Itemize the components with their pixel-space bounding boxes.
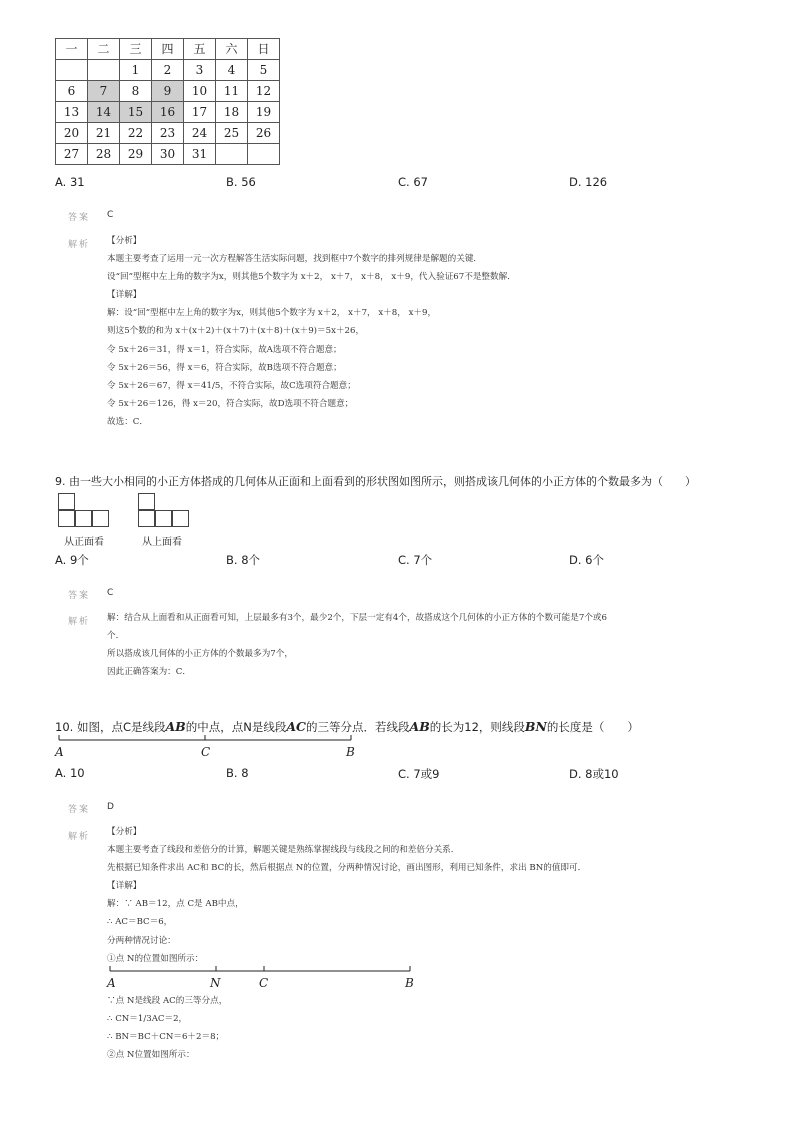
solution-line: 个． xyxy=(107,631,125,642)
q10-option-d[interactable]: D. 8或10 xyxy=(569,767,619,781)
q8-option-d[interactable]: D. 126 xyxy=(569,175,608,189)
solution-line: 解：设“回”型框中左上角的数字为x，则其他5个数字为 x＋2， x＋7， x＋8， x＋9， xyxy=(107,308,437,319)
point-b-label: B xyxy=(405,976,414,990)
cube-square xyxy=(138,493,155,510)
solution-line: 分两种情况讨论： xyxy=(107,935,176,946)
calendar-cell: 8 xyxy=(120,81,152,102)
solution-line: ∵点 N是线段 AC的三等分点， xyxy=(107,996,228,1006)
q8-solution xyxy=(107,232,516,431)
calendar-cell xyxy=(248,144,280,165)
q10-answer: D xyxy=(107,802,114,812)
calendar-cell: 26 xyxy=(248,123,280,144)
calendar-cell: 23 xyxy=(152,123,184,144)
calendar-cell xyxy=(56,60,88,81)
q10-option-c[interactable]: C. 7或9 xyxy=(398,767,440,781)
solution-line: 令 5x＋26＝31，得 x＝1，符合实际，故A选项不符合题意； xyxy=(107,344,342,355)
q10-solution-tag: 解析 xyxy=(68,832,91,842)
q9-question: 9. 由一些大小相同的小正方体搭成的几何体从正面和上面看到的形状图如图所示，则搭成该几何体的小正方体的个数最多为（ ） xyxy=(55,475,696,488)
q9-option-a[interactable]: A. 9个 xyxy=(55,553,89,567)
q8-answer: C xyxy=(107,210,114,220)
point-a-label: A xyxy=(55,745,64,759)
q10-answer-tag: 答案 xyxy=(68,805,91,815)
solution-line: 令 5x＋26＝56，得 x＝6，符合实际，故B选项不符合题意； xyxy=(107,362,342,373)
solution-line: 本题主要考查了运用一元一次方程解答生活实际问题，找到框中7个数字的排列规律是解题的关键． xyxy=(107,254,483,265)
q9-solution xyxy=(107,609,607,681)
q8-answer-tag: 答案 xyxy=(68,213,91,223)
calendar-cell: 24 xyxy=(184,123,216,144)
calendar-cell: 13 xyxy=(56,102,88,123)
calendar-cell-highlighted: 14 xyxy=(88,102,120,123)
calendar-cell-highlighted: 7 xyxy=(88,81,120,102)
q10-solution-bottom xyxy=(107,992,227,1064)
calendar-cell: 4 xyxy=(216,60,248,81)
calendar-row xyxy=(56,81,280,102)
calendar-cell: 2 xyxy=(152,60,184,81)
calendar-table xyxy=(55,38,280,165)
calendar-cell: 11 xyxy=(216,81,248,102)
calendar-cell: 5 xyxy=(248,60,280,81)
solution-line: 所以搭成该几何体的小正方体的个数最多为7个， xyxy=(107,649,293,660)
calendar-cell: 30 xyxy=(152,144,184,165)
calendar-row xyxy=(56,60,280,81)
point-c-label: C xyxy=(201,745,211,759)
cube-square xyxy=(58,493,75,510)
solution-line: 令 5x＋26＝67，得 x＝41/5，不符合实际，故C选项符合题意； xyxy=(107,380,356,391)
solution-line: 先根据已知条件求出 AC和 BC的长，然后根据点 N的位置，分两种情况讨论，画出图形，利用已知条件，求出 BN的值即可． xyxy=(107,863,587,874)
cube-square xyxy=(155,510,172,527)
calendar-cell: 日 xyxy=(248,39,280,60)
calendar-cell: 20 xyxy=(56,123,88,144)
calendar-cell: 12 xyxy=(248,81,280,102)
calendar-cell: 18 xyxy=(216,102,248,123)
q10-question: 10. 如图，点C是线段AB的中点，点N是线段AC的三等分点．若线段AB的长为12，则线段BN的长度是（ ） xyxy=(55,719,639,734)
q9-answer: C xyxy=(107,588,114,598)
solution-line: 本题主要考查了线段和差倍分的计算，解题关键是熟练掌握线段与线段之间的和差倍分关系． xyxy=(107,845,460,856)
solution-line: ∴ BN＝BC＋CN＝6＋2＝8； xyxy=(107,1032,225,1043)
calendar-row xyxy=(56,102,280,123)
calendar-cell: 19 xyxy=(248,102,280,123)
calendar-cell xyxy=(88,60,120,81)
solution-line: ∴ CN＝1/3AC＝2， xyxy=(107,1014,188,1025)
calendar-cell-highlighted: 16 xyxy=(152,102,184,123)
cube-square xyxy=(172,510,189,527)
calendar-row xyxy=(56,123,280,144)
calendar-cell: 27 xyxy=(56,144,88,165)
point-c-label: C xyxy=(259,976,269,990)
calendar-cell: 25 xyxy=(216,123,248,144)
calendar-cell: 五 xyxy=(184,39,216,60)
cube-square xyxy=(58,510,75,527)
solution-line: ②点 N位置如图所示： xyxy=(107,1050,195,1061)
point-n-label: N xyxy=(210,976,221,990)
point-b-label: B xyxy=(346,745,355,759)
q8-option-b[interactable]: B. 56 xyxy=(226,175,256,189)
solution-line: 【分析】 xyxy=(107,827,142,837)
solution-line: 故选：C． xyxy=(107,416,148,427)
calendar-cell-highlighted: 15 xyxy=(120,102,152,123)
q10-solution-top xyxy=(107,823,586,968)
q8-option-a[interactable]: A. 31 xyxy=(55,175,85,189)
q9-option-c[interactable]: C. 7个 xyxy=(398,553,433,567)
calendar-cell: 3 xyxy=(184,60,216,81)
calendar-cell xyxy=(216,144,248,165)
calendar-cell: 三 xyxy=(120,39,152,60)
solution-line: 【分析】 xyxy=(107,236,142,246)
top-view-label: 从上面看 xyxy=(142,537,182,548)
cube-square xyxy=(75,510,92,527)
front-view-label: 从正面看 xyxy=(64,537,104,548)
solution-line: ①点 N的位置如图所示： xyxy=(107,953,204,964)
calendar-cell: 17 xyxy=(184,102,216,123)
calendar-cell: 22 xyxy=(120,123,152,144)
q10-option-a[interactable]: A. 10 xyxy=(55,766,85,780)
cube-square xyxy=(92,510,109,527)
calendar-cell: 四 xyxy=(152,39,184,60)
q10-option-b[interactable]: B. 8 xyxy=(226,766,249,780)
solution-line: 设“回”型框中左上角的数字为x，则其他5个数字为 x＋2， x＋7， x＋8， x＋9，代入验证67不是整数解． xyxy=(107,272,516,283)
calendar-header-row xyxy=(56,39,280,60)
calendar-cell-highlighted: 9 xyxy=(152,81,184,102)
calendar-cell: 二 xyxy=(88,39,120,60)
q9-option-d[interactable]: D. 6个 xyxy=(569,553,604,567)
calendar-cell: 29 xyxy=(120,144,152,165)
q9-answer-tag: 答案 xyxy=(68,591,91,601)
calendar-cell: 1 xyxy=(120,60,152,81)
calendar-cell: 一 xyxy=(56,39,88,60)
q9-solution-tag: 解析 xyxy=(68,617,91,627)
calendar-cell: 28 xyxy=(88,144,120,165)
calendar-row xyxy=(56,144,280,165)
solution-line: 解：∵ AB＝12，点 C是 AB中点， xyxy=(107,899,244,910)
calendar-cell: 六 xyxy=(216,39,248,60)
calendar-cell: 6 xyxy=(56,81,88,102)
solution-line: ∴ AC＝BC＝6， xyxy=(107,917,173,928)
point-a-label: A xyxy=(107,976,116,990)
calendar-cell: 21 xyxy=(88,123,120,144)
solution-line: 因此正确答案为：C． xyxy=(107,667,191,678)
solution-line: 则这5个数的和为 x＋(x＋2)＋(x＋7)＋(x＋8)＋(x＋9)＝5x＋26， xyxy=(107,326,365,337)
solution-line: 【详解】 xyxy=(107,881,142,892)
calendar-cell: 31 xyxy=(184,144,216,165)
solution-line: 令 5x＋26＝126，得 x＝20，符合实际，故D选项不符合题意； xyxy=(107,398,354,409)
solution-line: 【详解】 xyxy=(107,290,142,301)
calendar-cell: 10 xyxy=(184,81,216,102)
solution-line: 解：结合从上面看和从正面看可知，上层最多有3个，最少2个，下层一定有4个，故搭成这个几何体的小正方体的个数可能是7个或6 xyxy=(107,613,607,623)
q9-option-b[interactable]: B. 8个 xyxy=(226,553,261,567)
q8-option-c[interactable]: C. 67 xyxy=(398,175,428,189)
cube-square xyxy=(138,510,155,527)
q8-solution-tag: 解析 xyxy=(68,240,91,250)
